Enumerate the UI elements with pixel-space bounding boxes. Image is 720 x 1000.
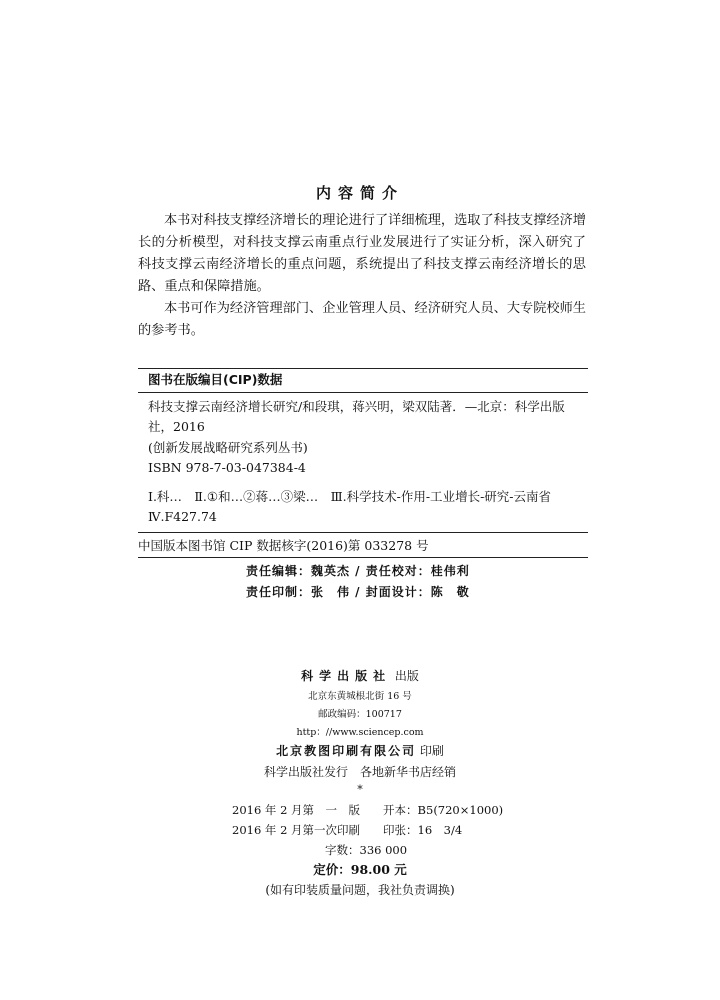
cip-classification: Ⅰ.科… Ⅱ.①和…②蒋…③梁… Ⅲ.科学技术-作用-工业增长-研究-云南省 Ⅳ.F427.74	[148, 489, 564, 524]
printing-sheets: 2016 年 2 月第一次印刷 印张：16 3/4	[232, 823, 463, 837]
cip-heading: 图书在版编目(CIP)数据	[148, 372, 283, 387]
summary-paragraph-1: 本书对科技支撑经济增长的理论进行了详细梳理，选取了科技支撑经济增长的分析模型，对科技支撑云南重点行业发展进行了实证分析，深入研究了科技支撑云南经济增长的重点问题，系统提出了科技支撑云南经济增长的思路、重点和保障措施。	[138, 213, 586, 294]
publisher-address: 北京东黄城根北街 16 号	[308, 691, 412, 702]
cip-bottom-rule	[138, 532, 588, 533]
cip-record-rule	[138, 557, 588, 558]
summary-title: 内容简介	[315, 184, 404, 202]
publisher-suffix: 出版	[394, 669, 419, 683]
cip-record-number: 中国版本图书馆 CIP 数据核字(2016)第 033278 号	[138, 538, 429, 553]
cip-isbn: ISBN 978-7-03-047384-4	[148, 460, 306, 475]
price: 定价：98.00 元	[313, 862, 407, 877]
cip-bibliographic-line: 科技支撑云南经济增长研究/和段琪，蒋兴明，梁双陆著．—北京：科学出版社，2016	[148, 399, 565, 434]
credits-editors: 责任编辑：魏英杰 / 责任校对：桂伟利	[246, 564, 470, 578]
quality-note: (如有印装质量问题，我社负责调换)	[265, 883, 455, 897]
publisher-website: http：//www.sciencep.com	[296, 727, 424, 738]
word-count: 字数：336 000	[325, 843, 408, 857]
cip-series: (创新发展战略研究系列丛书)	[148, 440, 308, 455]
printer-suffix: 印刷	[419, 744, 444, 758]
publisher-postcode: 邮政编码：100717	[318, 709, 402, 720]
cip-top-rule	[138, 368, 588, 369]
printer-line	[0, 742, 720, 759]
publisher-name: 科学出版社	[301, 669, 392, 683]
publisher-line	[0, 667, 720, 684]
summary-paragraph-2: 本书可作为经济管理部门、企业管理人员、经济研究人员、大专院校师生的参考书。	[138, 301, 586, 338]
cip-heading-rule	[138, 392, 588, 393]
credits-production: 责任印制：张 伟 / 封面设计：陈 敬	[246, 585, 470, 599]
separator-star: *	[357, 783, 363, 796]
edition-format: 2016 年 2 月第 一 版 开本：B5(720×1000)	[232, 803, 504, 817]
printer-name: 北京教图印刷有限公司	[276, 744, 417, 758]
distribution-line: 科学出版社发行 各地新华书店经销	[263, 765, 456, 779]
